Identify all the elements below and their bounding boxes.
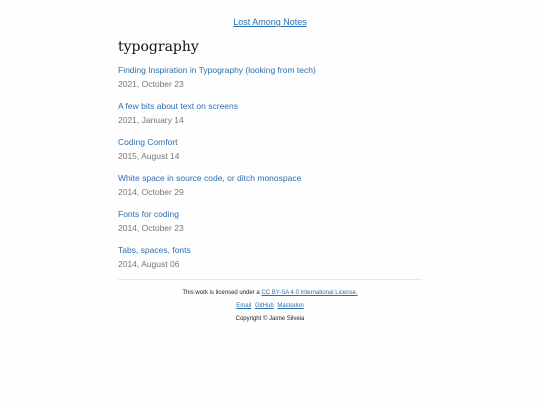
- post-date: 2015, August 14: [118, 151, 180, 161]
- post-list-item: [118, 100, 422, 126]
- site-title-link[interactable]: Lost Among Notes: [233, 17, 307, 27]
- post-date: 2014, October 29: [118, 187, 184, 197]
- post-list-item: [118, 136, 422, 162]
- post-date: 2021, January 14: [118, 115, 184, 125]
- footer-links: [118, 302, 422, 310]
- license-link[interactable]: CC BY-SA 4.0 International License.: [261, 290, 358, 296]
- page-title: typography: [118, 39, 199, 55]
- github-link[interactable]: GitHub: [254, 303, 274, 309]
- mastodon-link[interactable]: Mastodon: [277, 303, 304, 309]
- main-content: [118, 38, 422, 280]
- site-header: [0, 16, 540, 28]
- post-list-item: [118, 208, 422, 234]
- post-date: 2021, October 23: [118, 79, 184, 89]
- license-text: This work is licensed under a: [182, 290, 260, 296]
- post-title-link[interactable]: Fonts for coding: [118, 209, 179, 219]
- post-list-item: [118, 244, 422, 270]
- post-title-link[interactable]: Tabs, spaces, fonts: [118, 245, 191, 255]
- post-title-link[interactable]: A few bits about text on screens: [118, 101, 239, 111]
- post-date: 2014, August 06: [118, 259, 180, 269]
- post-list-item: [118, 172, 422, 198]
- page-footer: [118, 279, 422, 328]
- email-link[interactable]: Email: [236, 303, 252, 309]
- post-title-link[interactable]: Coding Comfort: [118, 137, 178, 147]
- copyright-text: Copyright © Jaime Silveia: [235, 316, 305, 322]
- post-list-item: [118, 64, 422, 90]
- license-line: [118, 289, 422, 297]
- post-title-link[interactable]: Finding Inspiration in Typography (looking from tech): [118, 65, 316, 75]
- post-title-link[interactable]: White space in source code, or ditch monospace: [118, 173, 302, 183]
- post-date: 2014, October 23: [118, 223, 184, 233]
